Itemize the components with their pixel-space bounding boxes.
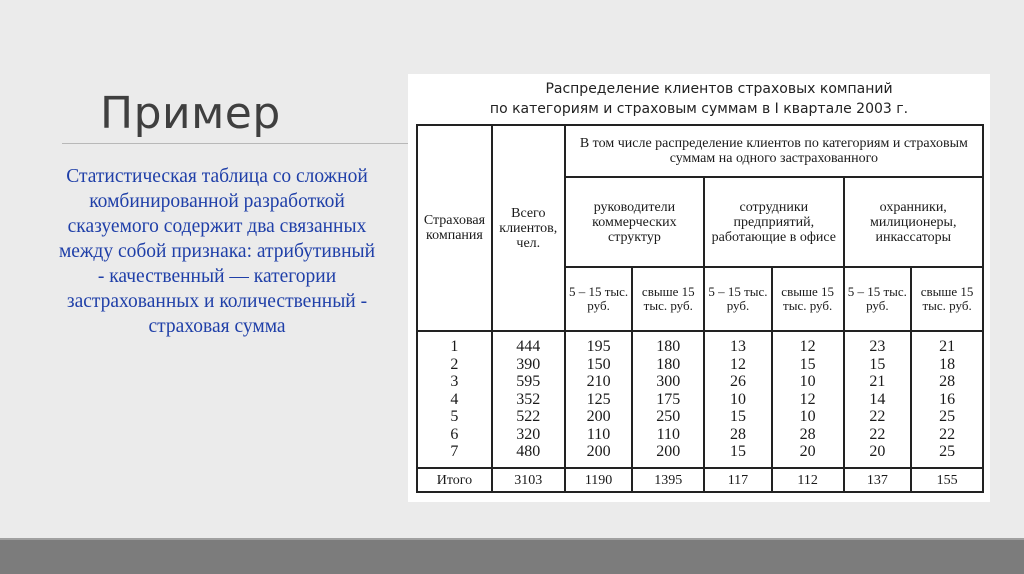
total-label: Итого [417,468,492,492]
total-cat1-low: 1190 [565,468,633,492]
column-cat1-low: 195 150 210 125 200 110 200 [565,331,633,468]
column-cat2-high: 12 15 10 12 10 28 20 [772,331,844,468]
header-company: Страховая компания [417,125,492,331]
column-cat2-low: 13 12 26 10 15 28 15 [704,331,772,468]
table-image [408,74,990,502]
header-range-low: 5 – 15 тыс. руб. [565,267,633,331]
caption-line-1: Распределение клиентов страховых компаний [545,81,893,97]
header-total-clients: Всего клиентов, чел. [492,125,565,331]
footer-bar [0,540,1024,574]
total-cat2-high: 112 [772,468,844,492]
header-range-high: свыше 15 тыс. руб. [772,267,844,331]
total-cat1-high: 1395 [632,468,704,492]
column-cat3-high: 21 18 28 16 25 22 25 [911,331,983,468]
total-cat2-low: 117 [704,468,772,492]
header-category-office-staff: сотрудники предприятий, работающие в офисе [704,177,843,267]
header-range-high: свыше 15 тыс. руб. [632,267,704,331]
total-clients: 3103 [492,468,565,492]
header-category-managers: руководители коммерческих структур [565,177,704,267]
slide-title: Пример [100,88,281,139]
header-range-low: 5 – 15 тыс. руб. [844,267,912,331]
header-category-guards: охранники, милиционеры, инкассаторы [844,177,984,267]
column-cat1-high: 180 180 300 175 250 110 200 [632,331,704,468]
slide-body-text: Статистическая таблица со сложной комбинированной разработкой сказуемого содержит два связанных между собой признака: атрибутивный - качественный — категории застрахованных и количественный - страховая сумма [58,166,376,337]
column-total-clients: 444 390 595 352 522 320 480 [492,331,565,468]
header-distribution: В том числе распределение клиентов по категориям и страховым суммам на одного застрахованного [565,125,983,177]
total-row [417,468,983,492]
column-company-numbers: 1 2 3 4 5 6 7 [417,331,492,468]
column-cat3-low: 23 15 21 14 22 22 20 [844,331,912,468]
table-caption [408,79,990,119]
header-range-low: 5 – 15 тыс. руб. [704,267,772,331]
title-underline [62,143,408,144]
total-cat3-high: 155 [911,468,983,492]
statistics-table [416,124,984,493]
caption-line-2: по категориям и страховым суммам в I квартале 2003 г. [489,101,909,117]
total-cat3-low: 137 [844,468,912,492]
header-range-high: свыше 15 тыс. руб. [911,267,983,331]
